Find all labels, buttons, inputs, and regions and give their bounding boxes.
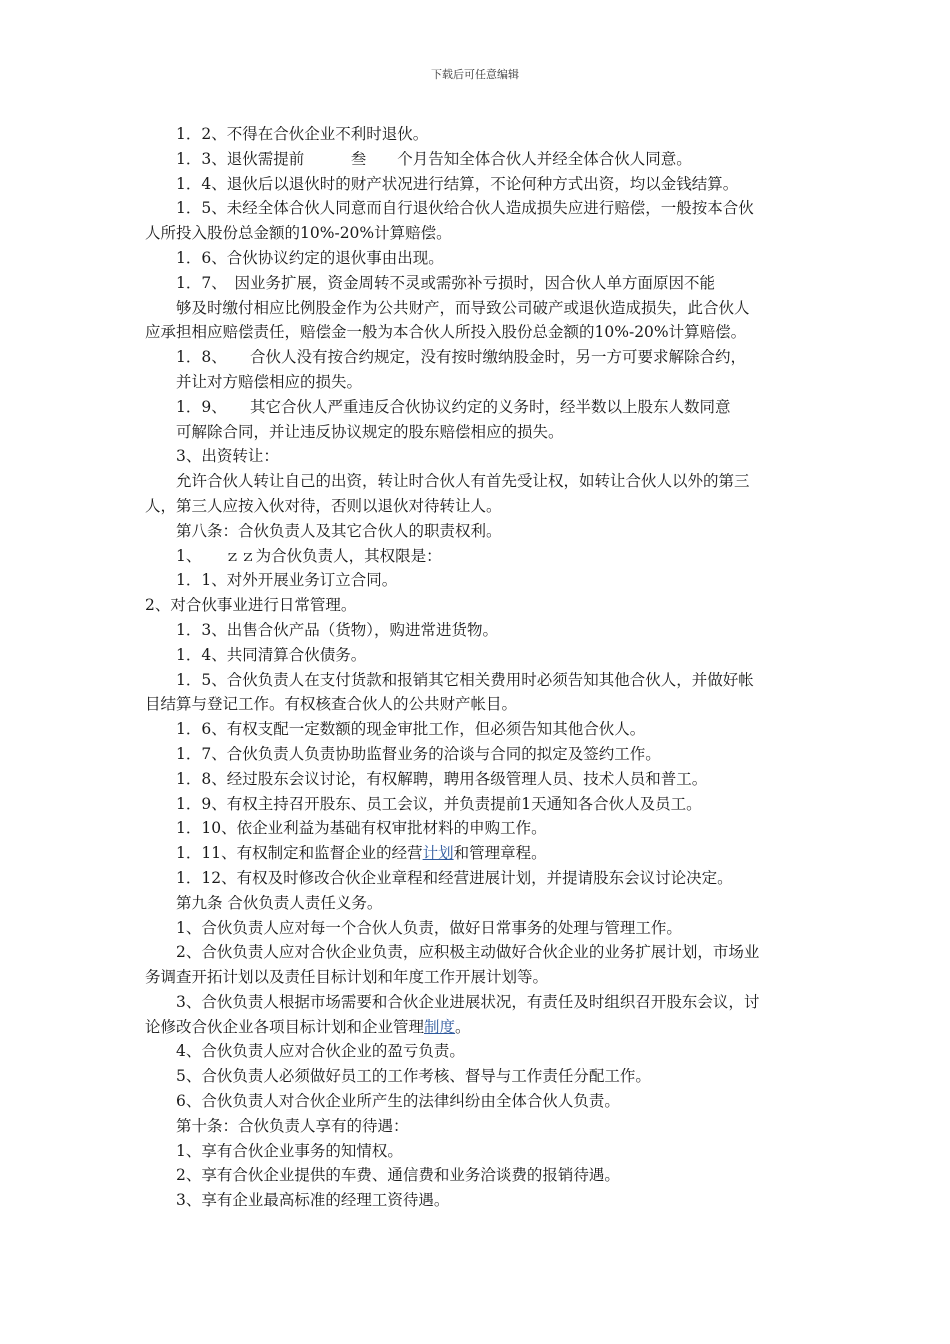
text-line: 1．7、合伙负责人负责协助监督业务的洽谈与合同的拟定及签约工作。 — [176, 744, 661, 763]
inline-link[interactable]: 制度 — [424, 1017, 456, 1036]
text-line: 1．10、依企业利益为基础有权审批材料的申购工作。 — [176, 819, 547, 838]
text-line: 2、享有合伙企业提供的车费、通信费和业务洽谈费的报销待遇。 — [176, 1166, 620, 1185]
text-line — [145, 1015, 805, 1040]
text-line: 1．4、共同清算合伙债务。 — [176, 645, 367, 664]
text-line: 2、合伙负责人应对合伙企业负责，应积极主动做好合伙企业的业务扩展计划，市场业 — [176, 943, 760, 962]
text-line: 1．8、 合伙人没有按合约规定，没有按时缴纳股金时，另一方可要求解除合约， — [176, 348, 746, 367]
text-line: 1、享有合伙企业事务的知情权。 — [176, 1141, 403, 1160]
page-header: 下载后可任意编辑 — [431, 68, 519, 81]
text-segment: 1．11、有权制定和监督企业的经营 — [176, 844, 423, 863]
text-line: 2、对合伙事业进行日常管理。 — [145, 596, 357, 615]
text-line: 1、合伙负责人应对每一个合伙人负责，做好日常事务的处理与管理工作。 — [176, 918, 682, 937]
text-line: 1．7、 因业务扩展，资金周转不灵或需弥补亏损时，因合伙人单方面原因不能 — [176, 273, 715, 292]
text-line: 应承担相应赔偿责任，赔偿金一般为本合伙人所投入股份总金额的10%-20%计算赔偿。 — [145, 323, 747, 342]
text-line: 1．4、退伙后以退伙时的财产状况进行结算，不论何种方式出资，均以金钱结算。 — [176, 174, 739, 193]
text-line: 目结算与登记工作。有权核查合伙人的公共财产帐目。 — [145, 695, 518, 714]
text-line: 3、享有企业最高标准的经理工资待遇。 — [176, 1191, 450, 1210]
text-line: 3、合伙负责人根据市场需要和合伙企业进展状况，有责任及时组织召开股东会议，讨 — [176, 992, 760, 1011]
text-line: 1．8、经过股东会议讨论，有权解聘，聘用各级管理人员、技术人员和普工。 — [176, 769, 708, 788]
inline-link[interactable]: 计划 — [422, 844, 454, 863]
text-line: 6、合伙负责人对合伙企业所产生的法律纠纷由全体合伙人负责。 — [176, 1092, 620, 1111]
text-line: 1．9、有权主持召开股东、员工会议，并负责提前1天通知各合伙人及员工。 — [176, 794, 702, 813]
text-line: 1．3、退伙需提前 叁 个月告知全体合伙人并经全体合伙人同意。 — [176, 149, 692, 168]
text-line: 允许合伙人转让自己的出资，转让时合伙人有首先受让权，如转让合伙人以外的第三 — [176, 472, 750, 491]
text-line: 1．9、 其它合伙人严重违反合伙协议约定的义务时，经半数以上股东人数同意 — [176, 397, 731, 416]
text-line: 人，第三人应按入伙对待，否则以退伙对待转让人。 — [145, 496, 502, 515]
text-line: 1．5、合伙负责人在支付货款和报销其它相关费用时必须告知其他合伙人，并做好帐 — [176, 670, 754, 689]
text-line: 1．6、合伙协议约定的退伙事由出现。 — [176, 248, 444, 267]
text-segment: 和管理章程。 — [453, 844, 547, 863]
text-line: 人所投入股份总金额的10%-20%计算赔偿。 — [145, 224, 452, 243]
text-line — [145, 841, 805, 866]
text-line: 务调查开拓计划以及责任目标计划和年度工作开展计划等。 — [145, 968, 549, 987]
text-line: 1．3、出售合伙产品（货物），购进常进货物。 — [176, 620, 498, 639]
text-line: 1．5、未经全体合伙人同意而自行退伙给合伙人造成损失应进行赔偿，一般按本合伙 — [176, 199, 754, 218]
text-line: 可解除合同，并让违反协议规定的股东赔偿相应的损失。 — [176, 422, 564, 441]
text-line: 1．6、有权支配一定数额的现金审批工作，但必须告知其他合伙人。 — [176, 720, 646, 739]
text-line: 第十条：合伙负责人享有的待遇： — [176, 1116, 409, 1135]
text-line: 4、合伙负责人应对合伙企业的盈亏负责。 — [176, 1042, 465, 1061]
text-line: 5、合伙负责人必须做好员工的工作考核、督导与工作责任分配工作。 — [176, 1067, 651, 1086]
text-line: 第九条 合伙负责人责任义务。 — [176, 893, 383, 912]
text-segment: 论修改合伙企业各项目标计划和企业管理 — [145, 1017, 425, 1036]
text-line: 够及时缴付相应比例股金作为公共财产，而导致公司破产或退伙造成损失，此合伙人 — [176, 298, 750, 317]
text-line: 并让对方赔偿相应的损失。 — [176, 372, 363, 391]
text-line: 1．1、对外开展业务订立合同。 — [176, 571, 398, 590]
document-body — [145, 122, 805, 1213]
text-line: 3、出资转让： — [176, 447, 279, 466]
text-line: 1．2、不得在合伙企业不利时退伙。 — [176, 125, 429, 143]
text-line: 1、 ｚｚ为合伙负责人，其权限是： — [176, 546, 442, 565]
text-segment: 。 — [455, 1017, 471, 1036]
text-line: 第八条：合伙负责人及其它合伙人的职责权利。 — [176, 521, 502, 540]
text-line: 1．12、有权及时修改合伙企业章程和经营进展计划，并提请股东会议讨论决定。 — [176, 868, 733, 887]
